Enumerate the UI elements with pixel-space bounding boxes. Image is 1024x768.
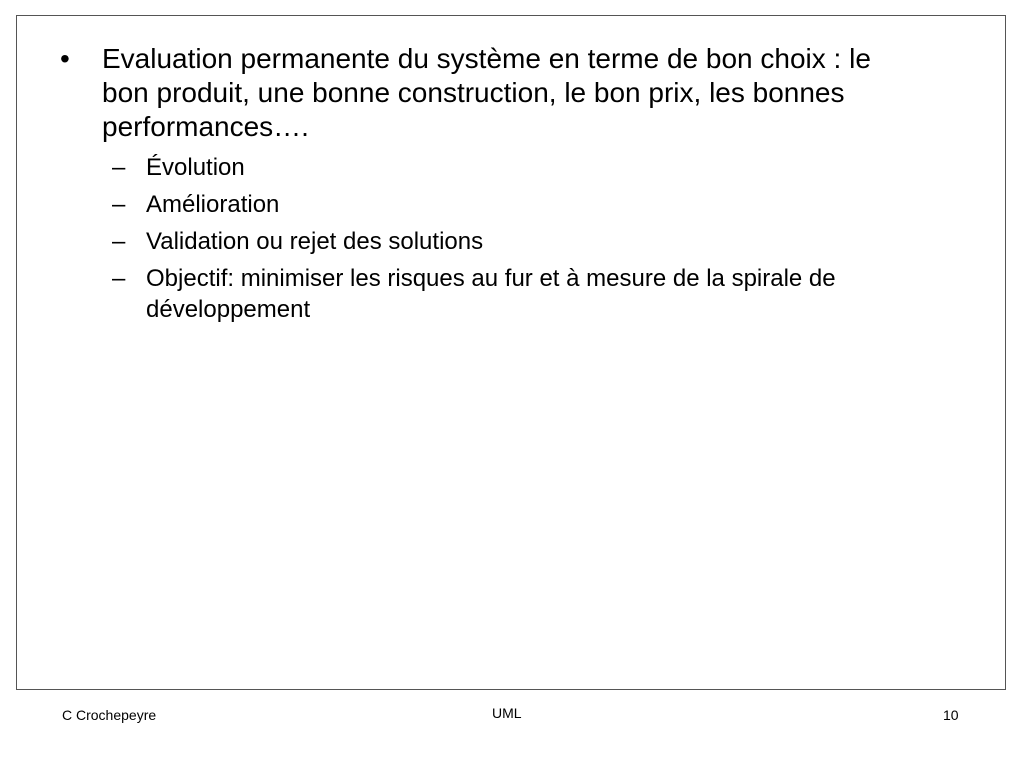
sub-bullet-text: Amélioration — [146, 191, 280, 218]
sub-bullet-text: Évolution — [146, 154, 245, 181]
sub-bullet-amelioration — [110, 189, 976, 220]
slide-content — [60, 42, 990, 331]
dash-marker: – — [112, 265, 126, 292]
sub-bullet-text: Validation ou rejet des solutions — [146, 228, 484, 255]
bullet-marker: • — [60, 43, 70, 74]
sub-bullet-evolution — [110, 152, 976, 183]
sub-bullet-validation — [110, 226, 976, 257]
main-bullet — [60, 42, 922, 144]
main-bullet-text: Evaluation permanente du système en terme de bon choix : le bon produit, une bonne construction, le bon prix, les bonnes performances…. — [102, 43, 871, 142]
sub-bullet-list — [60, 152, 990, 325]
footer-page-number: 10 — [943, 707, 959, 723]
dash-marker: – — [112, 228, 126, 255]
dash-marker: – — [112, 154, 126, 181]
footer-title: UML — [492, 705, 522, 721]
sub-bullet-objectif — [110, 263, 976, 325]
dash-marker: – — [112, 191, 126, 218]
footer-author: C Crochepeyre — [62, 707, 157, 723]
sub-bullet-text: Objectif: minimiser les risques au fur et à mesure de la spirale de développement — [146, 265, 836, 323]
